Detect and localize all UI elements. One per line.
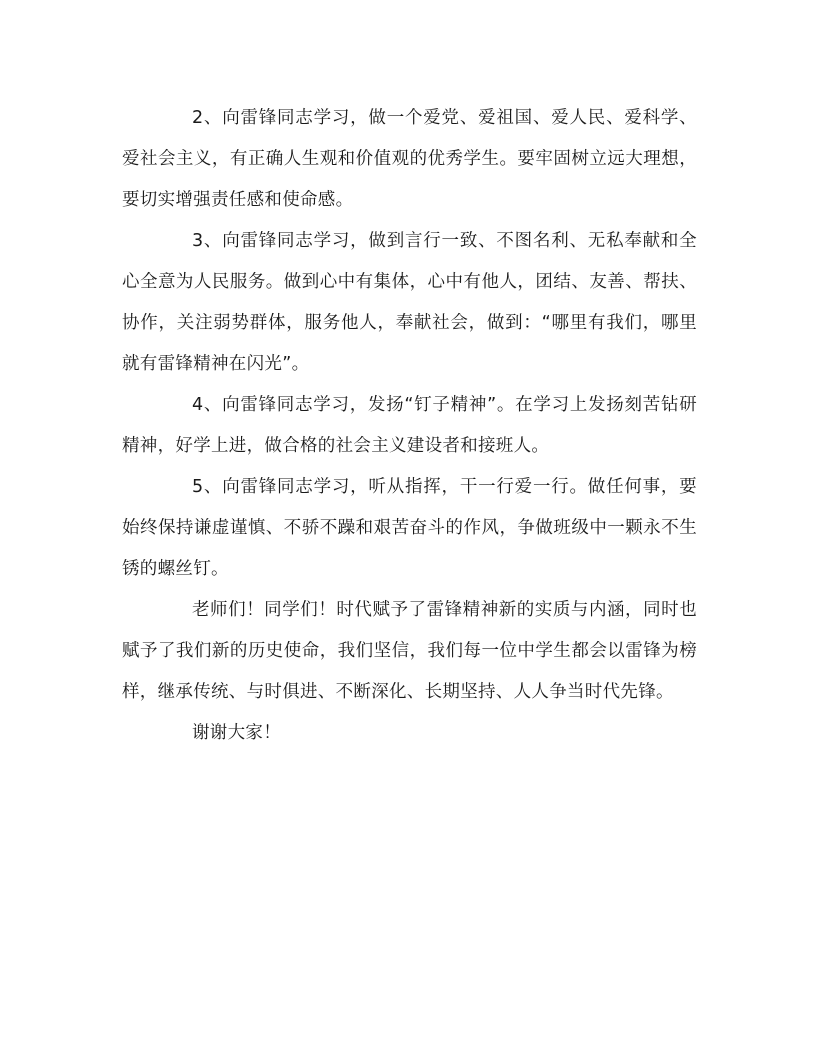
paragraph-closing: 老师们！同学们！时代赋予了雷锋精神新的实质与内涵，同时也赋予了我们新的历史使命，我们坚信，我们每一位中学生都会以雷锋为榜样，继承传统、与时俱进、不断深化、长期坚持、人人争当时代先锋。: [122, 600, 697, 702]
document-body: [122, 98, 697, 754]
paragraph-thanks: 谢谢大家！: [192, 723, 281, 743]
paragraph-point-4: 4、向雷锋同志学习，发扬“钉子精神”。在学习上发扬刻苦钻研精神，好学上进，做合格的社会主义建设者和接班人。: [122, 395, 697, 456]
paragraph-point-2: 2、向雷锋同志学习，做一个爱党、爱祖国、爱人民、爱科学、爱社会主义，有正确人生观和价值观的优秀学生。要牢固树立远大理想，要切实增强责任感和使命感。: [122, 108, 697, 210]
paragraph-point-5: 5、向雷锋同志学习，听从指挥，干一行爱一行。做任何事，要始终保持谦虚谨慎、不骄不躁和艰苦奋斗的作风，争做班级中一颗永不生锈的螺丝钉。: [122, 477, 697, 579]
paragraph-point-3: 3、向雷锋同志学习，做到言行一致、不图名利、无私奉献和全心全意为人民服务。做到心中有集体，心中有他人，团结、友善、帮扶、协作，关注弱势群体，服务他人，奉献社会，做到：“哪里有我们，哪里就有雷锋精神在闪光”。: [122, 231, 697, 374]
